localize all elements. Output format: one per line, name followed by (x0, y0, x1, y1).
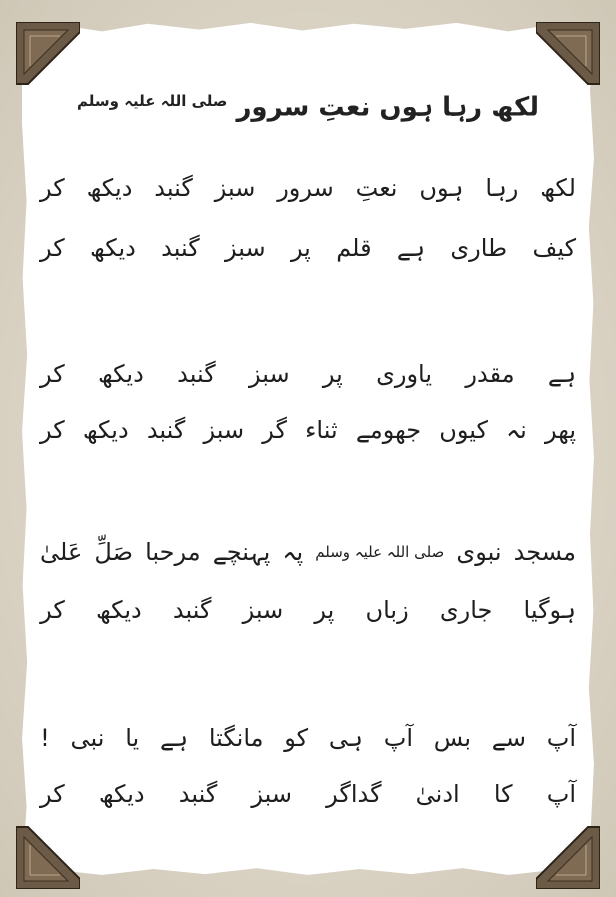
word: سبز (203, 416, 245, 444)
word: گنبد (172, 596, 212, 624)
word: دیکھ (90, 234, 136, 262)
word: گنبد (154, 174, 193, 202)
word: طاری (450, 234, 508, 262)
word: مرحبا (145, 538, 201, 566)
word: ہوگیا (523, 596, 576, 624)
word: سبز (248, 360, 290, 388)
word: کیف (532, 234, 576, 262)
word: مقدر (465, 360, 515, 388)
word: پھر (545, 416, 576, 444)
word: سبز (242, 596, 284, 624)
word: زباں (365, 596, 409, 624)
word: کر (40, 416, 65, 444)
word: سبز (214, 174, 256, 202)
word: لکھ (540, 174, 576, 202)
word: ادنیٰ (415, 780, 460, 808)
word: نعتِ (355, 174, 398, 202)
word: یا (125, 724, 140, 752)
word: دیکھ (98, 360, 144, 388)
stanza-1-line-2 (40, 224, 576, 272)
word: پر (322, 360, 343, 388)
title-salawat: صلی اللہ علیہ وسلم (77, 92, 228, 110)
word: پہنچے (212, 538, 271, 566)
salawat-ligature: صلی اللہ علیہ وسلم (315, 543, 445, 561)
stanza-3-line-1 (40, 528, 576, 576)
word: پہ (282, 538, 304, 566)
word: مانگتا (208, 724, 264, 752)
word: گنبد (178, 780, 218, 808)
word: ہوں (419, 174, 464, 202)
stanza-4-line-1 (40, 714, 576, 762)
word: دیکھ (82, 416, 129, 444)
word: بس (433, 724, 472, 752)
word: گنبد (177, 360, 216, 388)
word: سبز (251, 780, 293, 808)
word: کا (493, 780, 513, 808)
word: سرور (277, 174, 334, 202)
word: ہے (547, 360, 576, 388)
word: رہا (485, 174, 519, 202)
word: آپ (546, 724, 576, 752)
word: کیوں (439, 416, 488, 444)
word: آپ (546, 780, 576, 808)
word: مسجد (513, 538, 576, 566)
word: کر (40, 234, 65, 262)
word: ہی (328, 724, 363, 752)
word: آپ (383, 724, 413, 752)
word: کو (284, 724, 309, 752)
word: کر (40, 596, 65, 624)
word: نبی (70, 724, 105, 752)
word: گداگر (326, 780, 382, 808)
word: یاوری (376, 360, 433, 388)
stanza-3-line-2 (40, 586, 576, 634)
word: نبوی (456, 538, 502, 566)
poem-title (0, 92, 616, 140)
word: پر (314, 596, 335, 624)
word: جاری (439, 596, 493, 624)
word: پر (290, 234, 311, 262)
word: دیکھ (86, 174, 133, 202)
title-text: لکھ رہا ہوں نعتِ سرور (236, 92, 539, 123)
word: دیکھ (95, 596, 142, 624)
word: کر (40, 174, 65, 202)
word: سے (491, 724, 526, 752)
stanza-2-line-1 (40, 350, 576, 398)
stanza-1-line-1 (40, 164, 576, 212)
word: کر (40, 780, 65, 808)
word: صَلِّ (94, 538, 133, 566)
word: نہ (506, 416, 527, 444)
word: ثناء (305, 416, 338, 444)
word: ہے (396, 234, 426, 262)
stanza-4-line-2 (40, 770, 576, 818)
word: دیکھ (98, 780, 145, 808)
word: عَلیٰ (40, 538, 83, 566)
word: ! (40, 724, 50, 752)
word: جھومے (355, 416, 422, 444)
word: گنبد (146, 416, 186, 444)
word: سبز (225, 234, 266, 262)
word: گنبد (161, 234, 200, 262)
word: گر (262, 416, 287, 444)
word: کر (40, 360, 65, 388)
word: ہے (159, 724, 189, 752)
word: قلم (336, 234, 372, 262)
stanza-2-line-2 (40, 406, 576, 454)
